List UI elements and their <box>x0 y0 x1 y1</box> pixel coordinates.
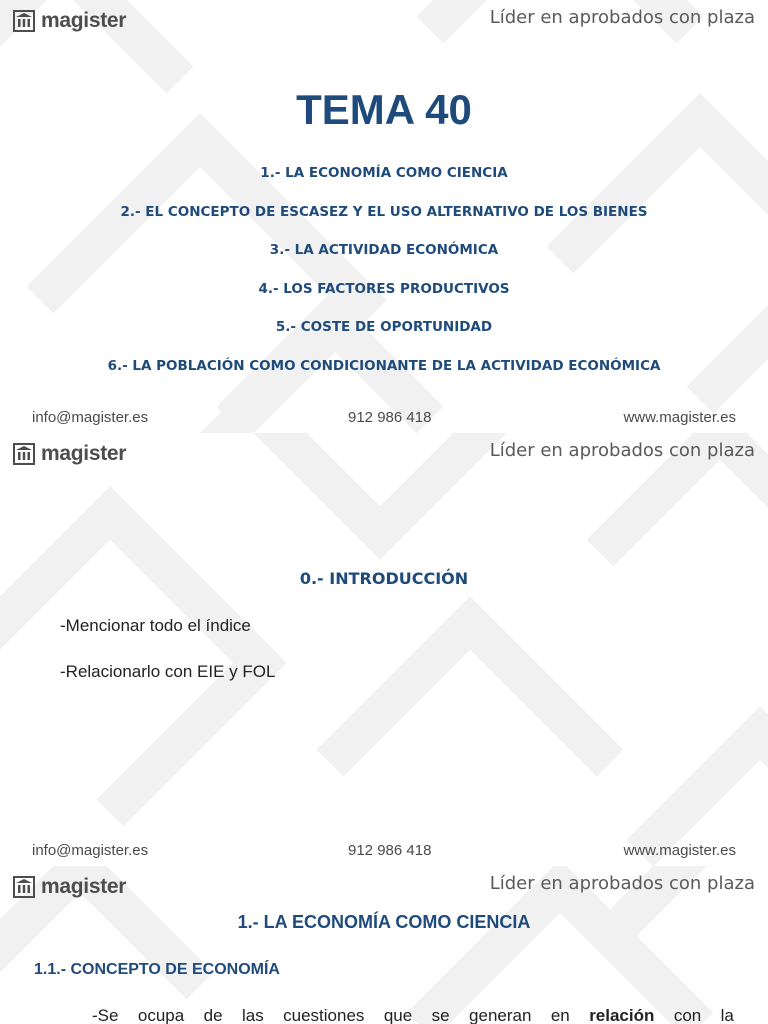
paragraph-word: -Se <box>92 1006 119 1024</box>
footer-website[interactable]: www.magister.es <box>623 842 736 859</box>
toc-item: 6.- LA POBLACIÓN COMO CONDICIONANTE DE LA ACTIVIDAD ECONÓMICA <box>107 358 661 374</box>
tagline: Líder en aprobados con plaza <box>489 440 755 461</box>
paragraph <box>92 1006 734 1024</box>
footer <box>0 409 768 429</box>
footer-website[interactable]: www.magister.es <box>623 409 736 426</box>
paragraph-word: la <box>720 1006 734 1024</box>
logo-text: magister <box>41 442 127 465</box>
logo[interactable] <box>13 875 126 899</box>
logo[interactable] <box>13 9 126 33</box>
page-title: TEMA 40 <box>296 86 472 133</box>
section-heading: 0.- INTRODUCCIÓN <box>299 569 469 588</box>
tagline: Líder en aprobados con plaza <box>489 7 755 28</box>
paragraph-bold-word: relación <box>589 1006 655 1024</box>
paragraph-word: ocupa <box>137 1006 185 1024</box>
subsection-heading: 1.1.- CONCEPTO DE ECONOMÍA <box>34 961 280 978</box>
slide-2 <box>0 433 768 866</box>
building-columns-icon <box>13 876 35 898</box>
building-columns-icon <box>13 443 35 465</box>
section-heading: 1.- LA ECONOMÍA COMO CIENCIA <box>237 912 531 932</box>
paragraph-word: cuestiones <box>283 1006 365 1024</box>
logo-text: magister <box>41 875 127 898</box>
footer <box>0 842 768 862</box>
bullet-item: -Mencionar todo el índice <box>60 616 251 635</box>
paragraph-word: con <box>673 1006 702 1024</box>
toc-item: 5.- COSTE DE OPORTUNIDAD <box>275 319 493 335</box>
toc-item: 3.- LA ACTIVIDAD ECONÓMICA <box>269 242 499 258</box>
toc-item: 1.- LA ECONOMÍA COMO CIENCIA <box>260 165 508 181</box>
toc-item: 4.- LOS FACTORES PRODUCTIVOS <box>258 281 510 297</box>
slide-3 <box>0 866 768 1024</box>
paragraph-word: las <box>241 1006 264 1024</box>
footer-email[interactable]: info@magister.es <box>32 842 149 859</box>
footer-phone[interactable]: 912 986 418 <box>348 842 432 859</box>
paragraph-word: se <box>431 1006 450 1024</box>
bullet-item: -Relacionarlo con EIE y FOL <box>60 662 276 681</box>
watermark-pattern <box>0 433 768 866</box>
tagline: Líder en aprobados con plaza <box>489 873 755 894</box>
paragraph-word: de <box>203 1006 223 1024</box>
footer-email[interactable]: info@magister.es <box>32 409 149 426</box>
slide-1 <box>0 0 768 433</box>
logo-text: magister <box>41 9 127 32</box>
toc-item: 2.- EL CONCEPTO DE ESCASEZ Y EL USO ALTERNATIVO DE LOS BIENES <box>120 204 648 220</box>
paragraph-word: que <box>383 1006 413 1024</box>
building-columns-icon <box>13 10 35 32</box>
logo[interactable] <box>13 442 126 466</box>
paragraph-word: generan <box>469 1006 532 1024</box>
footer-phone[interactable]: 912 986 418 <box>348 409 432 426</box>
paragraph-word: en <box>550 1006 570 1024</box>
